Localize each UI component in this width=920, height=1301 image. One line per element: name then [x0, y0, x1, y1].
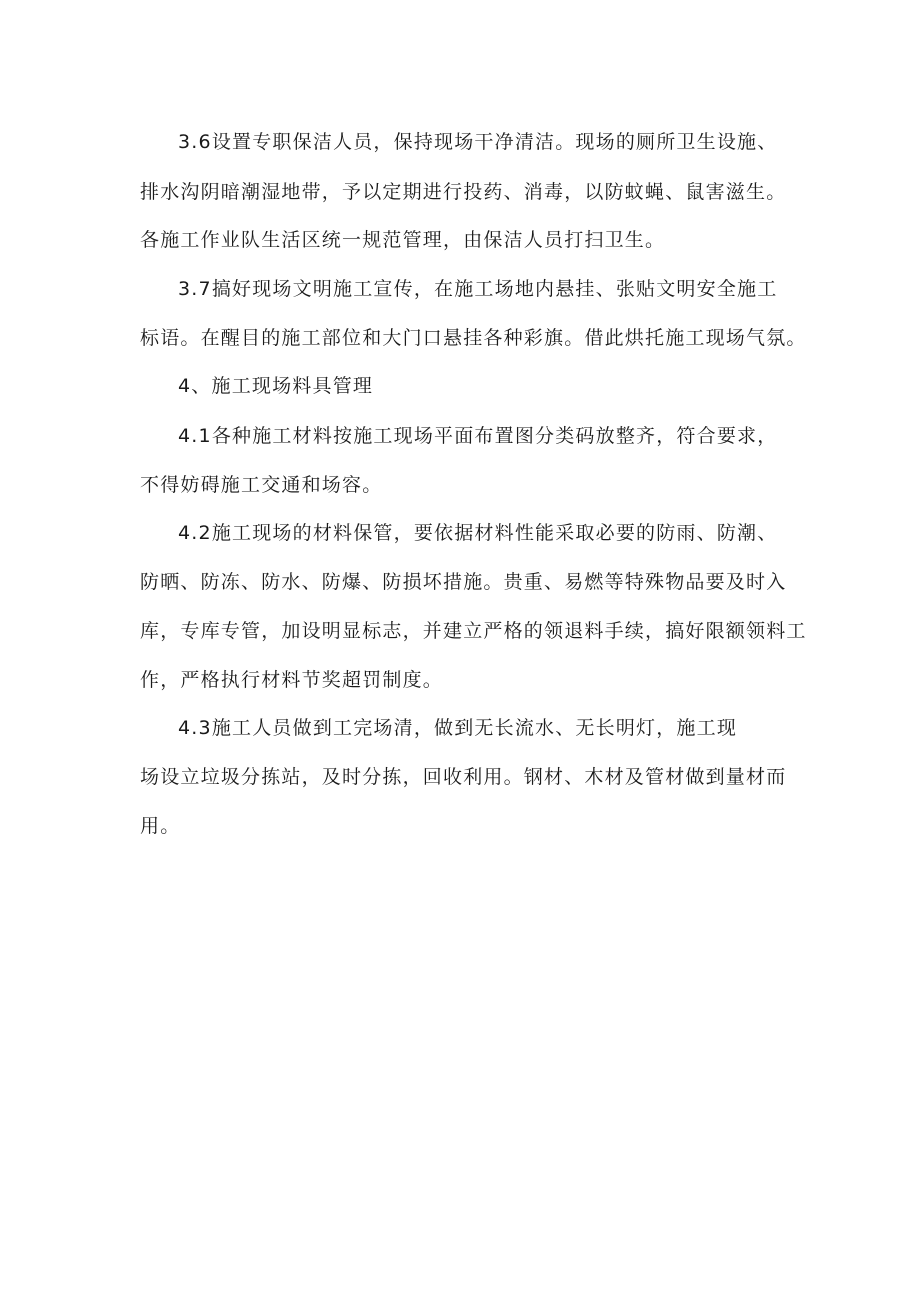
- paragraph-4-2-line-4: 作，严格执行材料节奖超罚制度。: [140, 669, 444, 691]
- paragraph-4-3-line-3: 用。: [140, 815, 181, 837]
- section-heading-4: 4、施工现场料具管理: [178, 375, 374, 397]
- paragraph-4-1-line-2: 不得妨碍施工交通和场容。: [140, 474, 383, 496]
- paragraph-3-7-line-2: 标语。在醒目的施工部位和大门口悬挂各种彩旗。借此烘托施工现场气氛。: [140, 327, 807, 349]
- paragraph-4-2-line-2: 防晒、防冻、防水、防爆、防损坏措施。贵重、易燃等特殊物品要及时入: [140, 571, 787, 593]
- paragraph-4-2-line-3: 库，专库专管，加设明显标志，并建立严格的领退料手续，搞好限额领料工: [140, 620, 807, 642]
- paragraph-4-2-line-1: 4.2施工现场的材料保管，要依据材料性能采取必要的防雨、防潮、: [178, 522, 778, 544]
- paragraph-3-6-line-2: 排水沟阴暗潮湿地带，予以定期进行投药、消毒，以防蚊蝇、鼠害滋生。: [140, 181, 787, 203]
- paragraph-3-6-line-1: 3.6设置专职保洁人员，保持现场干净清洁。现场的厕所卫生设施、: [178, 131, 778, 153]
- paragraph-4-3-line-1: 4.3施工人员做到工完场清，做到无长流水、无长明灯，施工现: [178, 717, 738, 739]
- paragraph-3-7-line-1: 3.7搞好现场文明施工宣传，在施工场地内悬挂、张贴文明安全施工: [178, 278, 778, 300]
- paragraph-4-1-line-1: 4.1各种施工材料按施工现场平面布置图分类码放整齐，符合要求，: [178, 425, 778, 447]
- paragraph-4-3-line-2: 场设立垃圾分拣站，及时分拣，回收利用。钢材、木材及管材做到量材而: [140, 766, 787, 788]
- paragraph-3-6-line-3: 各施工作业队生活区统一规范管理，由保洁人员打扫卫生。: [140, 229, 666, 251]
